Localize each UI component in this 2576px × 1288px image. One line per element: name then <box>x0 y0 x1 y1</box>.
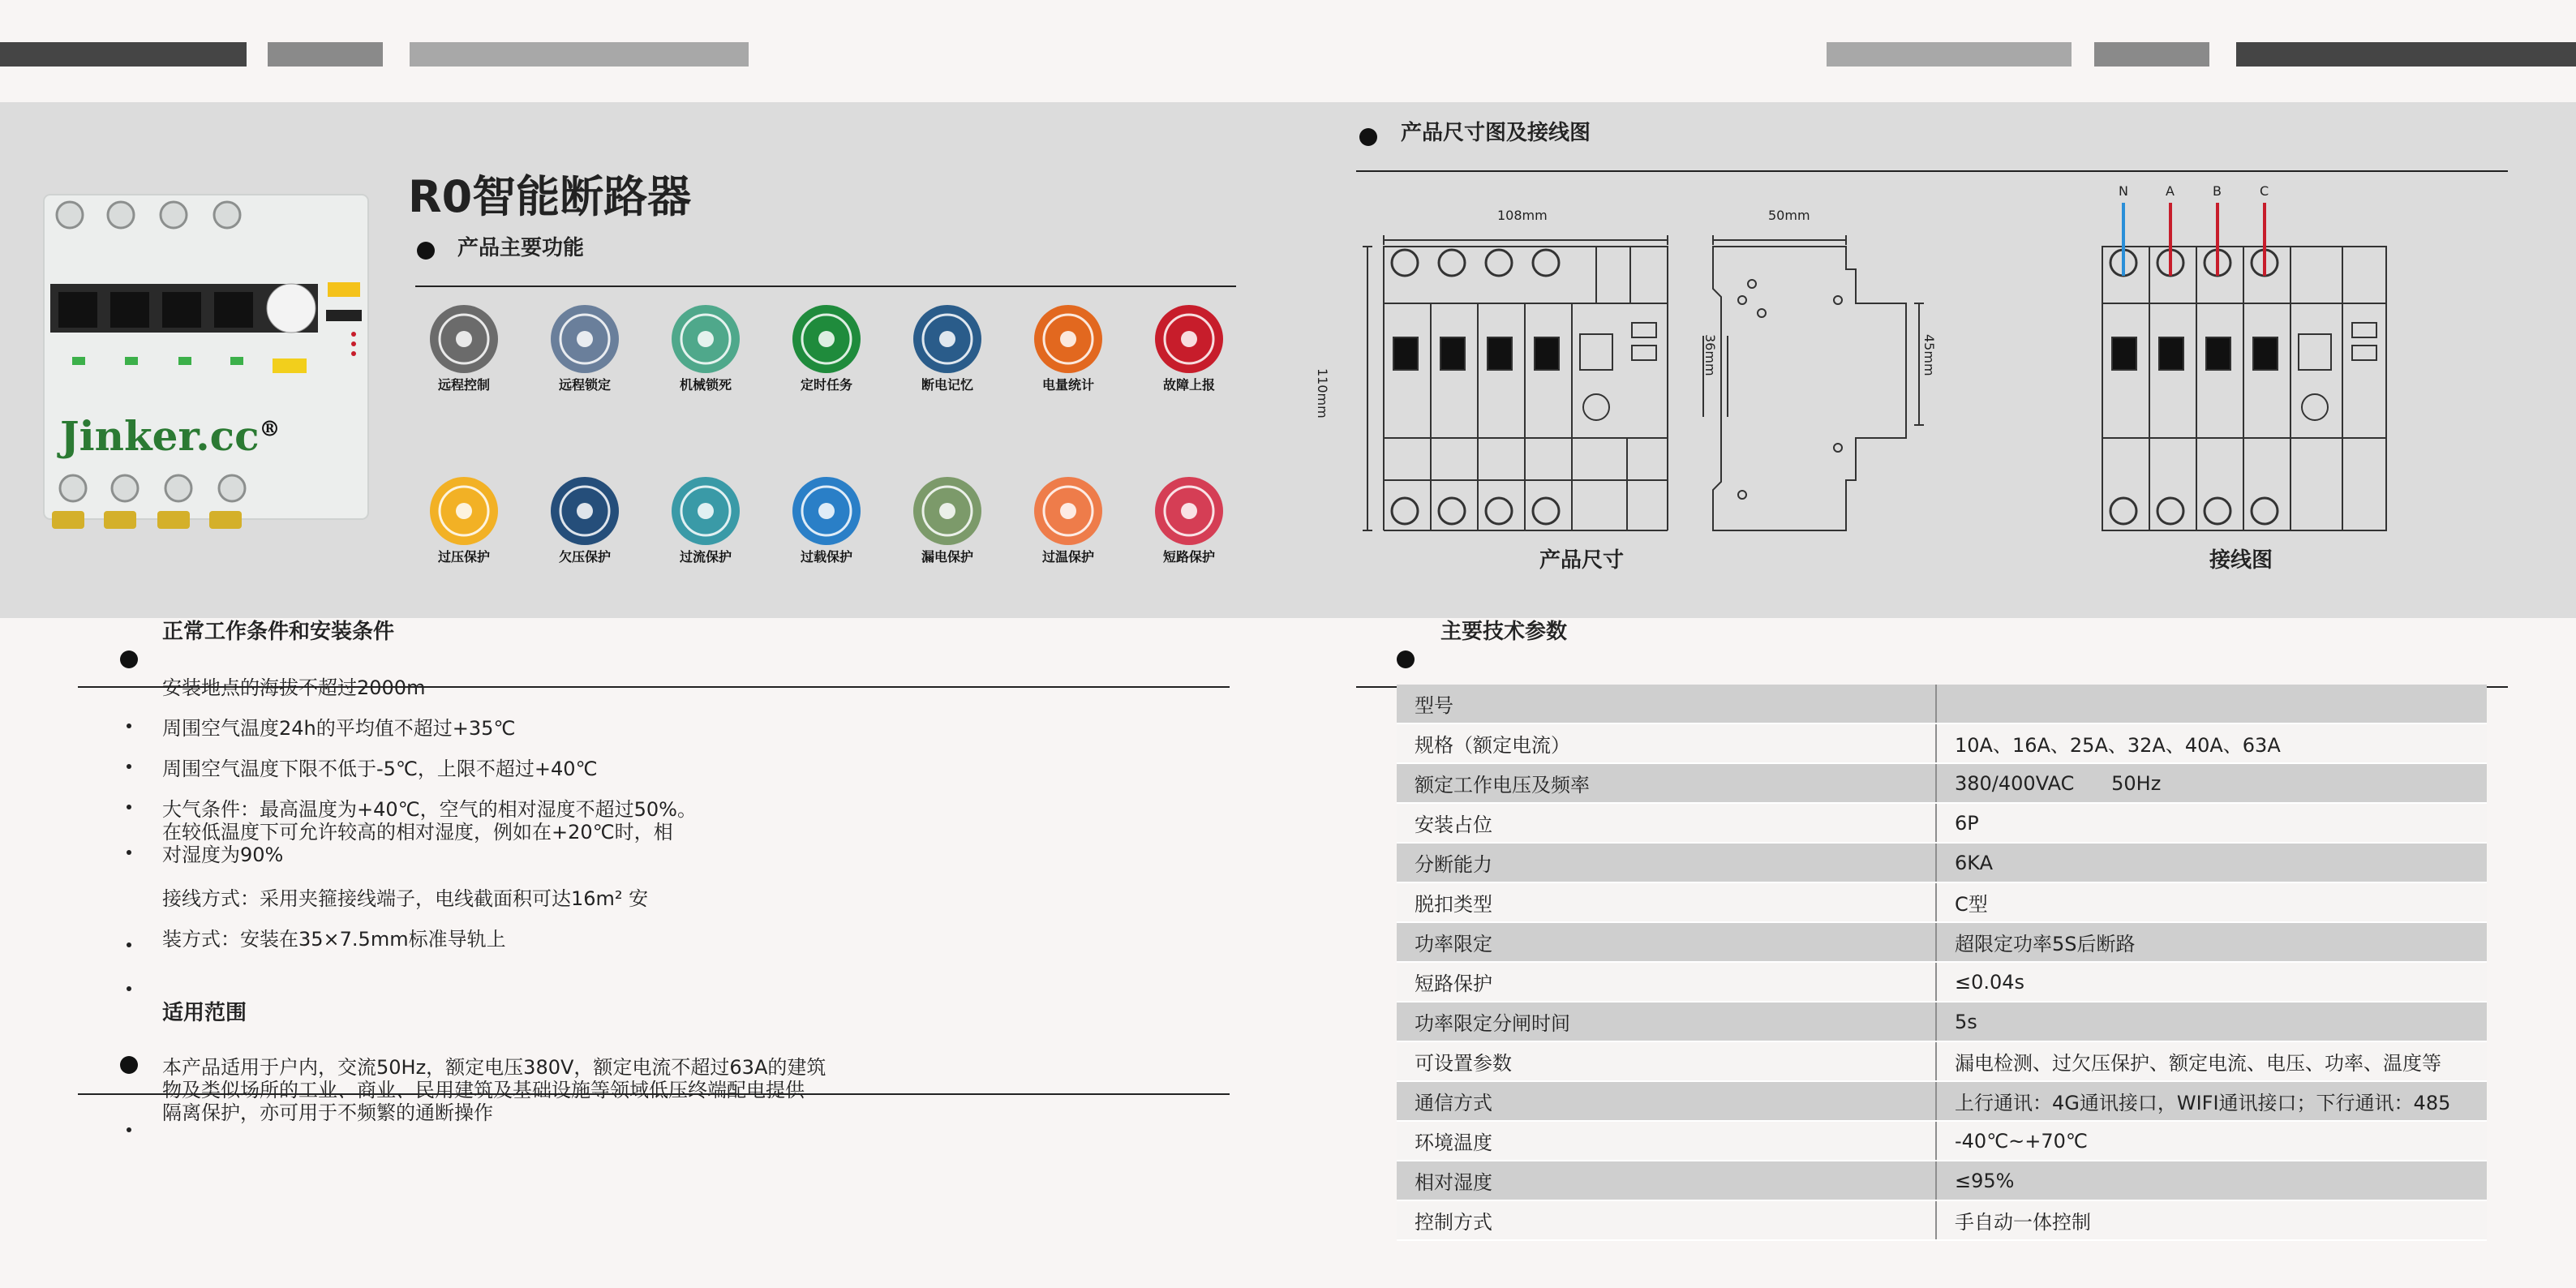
bullet-dot <box>127 764 131 769</box>
scope-heading: 适用范围 <box>162 1001 247 1025</box>
dim-width-front: 108mm <box>1497 208 1548 223</box>
param-name: 功率限定分闸时间 <box>1397 1002 1936 1041</box>
top-bar <box>410 42 749 67</box>
dimension-drawing <box>1346 195 1963 543</box>
gear-icon <box>672 305 740 373</box>
wire-label-a: A <box>2166 183 2175 199</box>
bullet-dot <box>127 1127 131 1132</box>
param-value: 6P <box>1936 803 2487 843</box>
brand-logo <box>60 412 281 460</box>
param-value: 超限定功率5S后断路 <box>1936 922 2487 962</box>
shield-icon <box>792 477 861 545</box>
top-bar <box>1827 42 2072 67</box>
leakage-icon <box>913 477 981 545</box>
lock-phone-icon <box>551 305 619 373</box>
caption-size: 产品尺寸 <box>1539 548 1625 573</box>
param-value: 手自动一体控制 <box>1936 1200 2487 1240</box>
scope-line: 本产品适用于户内，交流50Hz，额定电压380V，额定电流不超过63A的建筑 <box>162 1056 826 1079</box>
param-name: 型号 <box>1397 685 1936 723</box>
caption-wiring: 接线图 <box>2209 548 2273 573</box>
param-name: 短路保护 <box>1397 962 1936 1002</box>
product-image <box>36 178 376 535</box>
table-row <box>1397 1121 2487 1161</box>
dim-side-depth: 45mm <box>1921 334 1937 376</box>
feature-label: 电量统计 <box>1041 377 1094 393</box>
phone-icon <box>430 305 498 373</box>
param-name: 环境温度 <box>1397 1121 1936 1161</box>
param-value: 上行通讯：4G通讯接口，WIFI通讯接口；下行通讯：485 <box>1936 1081 2487 1121</box>
feature-label: 过压保护 <box>437 549 490 565</box>
bullet-dot <box>120 1056 138 1074</box>
param-value: C型 <box>1936 882 2487 922</box>
feature-label: 欠压保护 <box>558 549 611 565</box>
table-row <box>1397 1002 2487 1041</box>
param-name: 脱扣类型 <box>1397 882 1936 922</box>
top-bar <box>2236 42 2576 67</box>
param-name: 可设置参数 <box>1397 1041 1936 1081</box>
condition-item: 对湿度为90% <box>162 844 284 866</box>
power-memory-icon <box>913 305 981 373</box>
divider <box>1356 170 2508 172</box>
param-name: 相对湿度 <box>1397 1161 1936 1200</box>
feature-label: 过流保护 <box>679 549 732 565</box>
bullet-dot <box>1359 128 1377 146</box>
table-row <box>1397 843 2487 882</box>
scope-line: 隔离保护，亦可用于不频繁的通断操作 <box>162 1101 493 1124</box>
param-value: -40℃~+70℃ <box>1936 1121 2487 1161</box>
table-row <box>1397 1161 2487 1200</box>
scope-line: 物及类似场所的工业、商业、民用建筑及基础设施等领域低压终端配电提供 <box>162 1079 805 1101</box>
brand-text: Jinker.cc <box>60 412 260 460</box>
bullet-dot <box>120 650 138 668</box>
feature-label: 短路保护 <box>1162 549 1215 565</box>
condition-item: 接线方式：采用夹箍接线端子，电线截面积可达16m² 安 <box>162 887 649 910</box>
alert-icon <box>1155 305 1223 373</box>
dim-side-inner: 36mm <box>1702 334 1718 376</box>
param-name: 分断能力 <box>1397 843 1936 882</box>
param-value: 380/400VAC 50Hz <box>1936 763 2487 803</box>
overcurrent-icon <box>672 477 740 545</box>
wire-label-c: C <box>2260 183 2269 199</box>
page-title: R0智能断路器 <box>408 171 692 222</box>
param-value: 漏电检测、过欠压保护、额定电流、电压、功率、温度等 <box>1936 1041 2487 1081</box>
table-row <box>1397 685 2487 723</box>
top-bar <box>2094 42 2209 67</box>
dimensions-heading: 产品尺寸图及接线图 <box>1401 121 1591 145</box>
bullet-dot <box>417 242 435 260</box>
feature-label: 过温保护 <box>1041 549 1094 565</box>
param-value: ≤95% <box>1936 1161 2487 1200</box>
feature-label: 漏电保护 <box>921 549 973 565</box>
param-value: ≤0.04s <box>1936 962 2487 1002</box>
conditions-heading: 正常工作条件和安装条件 <box>162 620 395 644</box>
param-name: 安装占位 <box>1397 803 1936 843</box>
bullet-dot <box>127 723 131 728</box>
dim-height: 110mm <box>1315 368 1330 419</box>
param-name: 通信方式 <box>1397 1081 1936 1121</box>
feature-label: 机械锁死 <box>679 377 732 393</box>
feature-label: 过载保护 <box>800 549 852 565</box>
dim-width-side: 50mm <box>1768 208 1810 223</box>
lightning-icon <box>430 477 498 545</box>
table-row <box>1397 803 2487 843</box>
bullet-dot <box>1397 650 1415 668</box>
param-value: 5s <box>1936 1002 2487 1041</box>
condition-item: 安装地点的海拔不超过2000m <box>162 676 426 699</box>
wiring-diagram <box>2099 195 2391 543</box>
table-row <box>1397 922 2487 962</box>
condition-item: 大气条件：最高温度为+40℃，空气的相对湿度不超过50%。 <box>162 798 697 821</box>
param-name: 规格（额定电流） <box>1397 723 1936 763</box>
refresh-icon <box>1155 477 1223 545</box>
param-name: 功率限定 <box>1397 922 1936 962</box>
params-heading: 主要技术参数 <box>1440 620 1568 644</box>
bar-chart-icon <box>1034 305 1102 373</box>
thermometer-icon <box>1034 477 1102 545</box>
feature-label: 远程锁定 <box>558 377 611 393</box>
condition-item: 在较低温度下可允许较高的相对湿度，例如在+20℃时，相 <box>162 821 673 844</box>
bullet-dot <box>127 986 131 991</box>
functions-heading: 产品主要功能 <box>457 236 585 260</box>
feature-label: 远程控制 <box>437 377 490 393</box>
param-value: 6KA <box>1936 843 2487 882</box>
registered-mark: ® <box>259 417 281 442</box>
param-name: 控制方式 <box>1397 1200 1936 1240</box>
param-value: 10A、16A、25A、32A、40A、63A <box>1936 723 2487 763</box>
top-bar <box>0 42 247 67</box>
table-row <box>1397 1081 2487 1121</box>
bullet-dot <box>127 805 131 809</box>
alarm-clock-icon <box>792 305 861 373</box>
param-name: 额定工作电压及频率 <box>1397 763 1936 803</box>
table-row <box>1397 763 2487 803</box>
bullet-dot <box>127 850 131 855</box>
condition-item: 装方式：安装在35×7.5mm标准导轨上 <box>162 928 506 951</box>
condition-item: 周围空气温度下限不低于-5℃，上限不超过+40℃ <box>162 758 598 780</box>
undervoltage-icon <box>551 477 619 545</box>
table-row <box>1397 723 2487 763</box>
params-table <box>1397 685 2487 1241</box>
wire-label-b: B <box>2213 183 2222 199</box>
table-row <box>1397 962 2487 1002</box>
feature-label: 断电记忆 <box>921 377 973 393</box>
table-row <box>1397 1041 2487 1081</box>
top-bar <box>268 42 383 67</box>
feature-label: 定时任务 <box>800 377 852 393</box>
feature-label: 故障上报 <box>1162 377 1215 393</box>
table-row <box>1397 1200 2487 1240</box>
param-value <box>1936 685 2487 723</box>
bullet-dot <box>127 942 131 947</box>
wire-label-n: N <box>2119 183 2128 199</box>
table-row <box>1397 882 2487 922</box>
divider <box>415 286 1236 287</box>
condition-item: 周围空气温度24h的平均值不超过+35℃ <box>162 717 516 740</box>
